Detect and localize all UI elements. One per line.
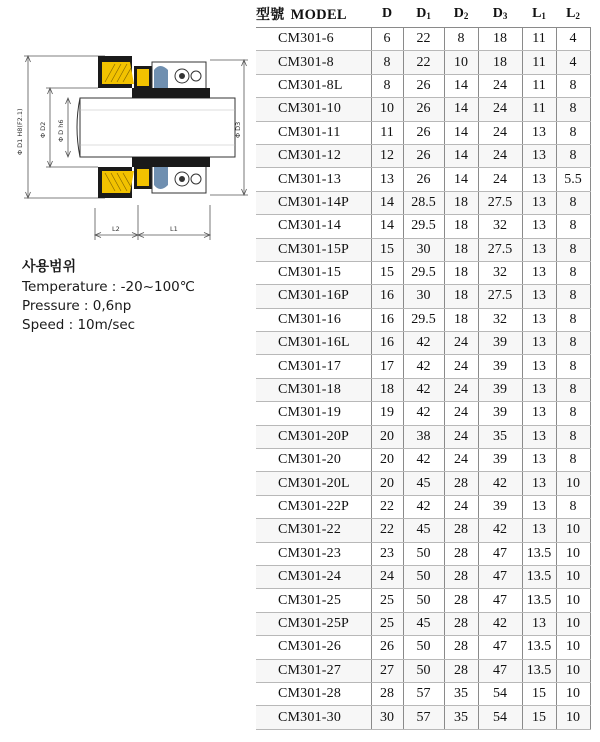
cell-l2: 5.5: [556, 168, 590, 191]
cell-d1: 57: [403, 682, 444, 705]
cell-d1: 22: [403, 51, 444, 74]
cell-d2: 14: [444, 98, 478, 121]
cell-model: CM301-16P: [256, 285, 371, 308]
cell-l1: 13: [522, 612, 556, 635]
cell-model: CM301-28: [256, 682, 371, 705]
cell-l1: 11: [522, 51, 556, 74]
cell-model: CM301-8: [256, 51, 371, 74]
cell-d2: 18: [444, 285, 478, 308]
cell-d1: 50: [403, 542, 444, 565]
cell-model: CM301-20L: [256, 472, 371, 495]
cell-l2: 10: [556, 565, 590, 588]
cell-l1: 13: [522, 402, 556, 425]
spec-temperature: Temperature : -20~100℃: [22, 279, 195, 295]
cell-l1: 13: [522, 495, 556, 518]
cell-d: 12: [371, 144, 403, 167]
cell-d1: 26: [403, 168, 444, 191]
cell-d: 19: [371, 402, 403, 425]
cell-model: CM301-20P: [256, 425, 371, 448]
seal-cross-section-drawing: [10, 40, 260, 255]
cell-l2: 8: [556, 332, 590, 355]
table-row: [256, 168, 590, 191]
cell-d2: 24: [444, 449, 478, 472]
cell-d3: 42: [478, 519, 522, 542]
cell-model: CM301-6: [256, 28, 371, 51]
cell-model: CM301-8L: [256, 74, 371, 97]
cell-d3: 24: [478, 121, 522, 144]
cell-model: CM301-14: [256, 215, 371, 238]
cell-l2: 8: [556, 144, 590, 167]
cell-d2: 18: [444, 215, 478, 238]
cell-d: 14: [371, 215, 403, 238]
cell-d3: 39: [478, 449, 522, 472]
table-body: [256, 28, 590, 730]
table-row: [256, 589, 590, 612]
cell-d3: 42: [478, 472, 522, 495]
cell-l1: 13: [522, 191, 556, 214]
cell-d3: 47: [478, 636, 522, 659]
cell-d: 14: [371, 191, 403, 214]
cell-l1: 13: [522, 121, 556, 144]
cell-d3: 27.5: [478, 285, 522, 308]
cell-d3: 27.5: [478, 191, 522, 214]
cell-d1: 22: [403, 28, 444, 51]
cell-d1: 50: [403, 659, 444, 682]
cell-d2: 14: [444, 144, 478, 167]
cell-l1: 13.5: [522, 589, 556, 612]
cell-l2: 8: [556, 378, 590, 401]
cell-d3: 47: [478, 659, 522, 682]
cell-d3: 39: [478, 495, 522, 518]
cell-d: 22: [371, 519, 403, 542]
table-row: [256, 215, 590, 238]
table-row: [256, 612, 590, 635]
cell-d2: 28: [444, 519, 478, 542]
table-row: [256, 144, 590, 167]
cell-d: 6: [371, 28, 403, 51]
cell-d1: 50: [403, 636, 444, 659]
cell-l1: 13: [522, 378, 556, 401]
cell-d3: 18: [478, 51, 522, 74]
cell-l1: 13: [522, 449, 556, 472]
header-d2: $D_2$: [453, 5, 469, 21]
cell-l1: 13.5: [522, 565, 556, 588]
table-row: [256, 682, 590, 705]
seal-top-half: [98, 56, 210, 98]
cell-d: 10: [371, 98, 403, 121]
cell-d: 17: [371, 355, 403, 378]
cell-l1: 13: [522, 519, 556, 542]
cell-l1: 13: [522, 168, 556, 191]
cell-d: 15: [371, 238, 403, 261]
cell-d3: 32: [478, 308, 522, 331]
cell-l1: 11: [522, 28, 556, 51]
cell-model: CM301-11: [256, 121, 371, 144]
table-row: [256, 285, 590, 308]
cell-d1: 45: [403, 519, 444, 542]
cell-d2: 24: [444, 378, 478, 401]
table-row: [256, 449, 590, 472]
cell-l2: 8: [556, 74, 590, 97]
table-row: [256, 332, 590, 355]
cell-l1: 15: [522, 682, 556, 705]
cell-d: 20: [371, 425, 403, 448]
cell-l2: 8: [556, 98, 590, 121]
cell-model: CM301-17: [256, 355, 371, 378]
cell-d1: 26: [403, 144, 444, 167]
cell-model: CM301-24: [256, 565, 371, 588]
cell-model: CM301-20: [256, 449, 371, 472]
cell-d2: 28: [444, 542, 478, 565]
cell-l2: 8: [556, 215, 590, 238]
cell-d1: 42: [403, 495, 444, 518]
cell-l2: 8: [556, 308, 590, 331]
cell-d3: 24: [478, 144, 522, 167]
cell-d3: 39: [478, 402, 522, 425]
cell-d1: 50: [403, 565, 444, 588]
cell-d: 28: [371, 682, 403, 705]
cell-l1: 13: [522, 238, 556, 261]
cell-d3: 39: [478, 332, 522, 355]
header-d1: $D_1$: [416, 5, 431, 21]
cell-d: 25: [371, 589, 403, 612]
cell-l2: 8: [556, 191, 590, 214]
cell-d1: 30: [403, 238, 444, 261]
table-row: [256, 191, 590, 214]
cell-l2: 8: [556, 425, 590, 448]
label-l1: L1: [170, 225, 178, 233]
cell-d1: 42: [403, 355, 444, 378]
cell-d1: 50: [403, 589, 444, 612]
cell-l1: 13: [522, 332, 556, 355]
cell-l1: 11: [522, 74, 556, 97]
table-row: [256, 495, 590, 518]
cell-l1: 13: [522, 215, 556, 238]
table-row: [256, 519, 590, 542]
label-d2: Φ D2: [39, 121, 47, 138]
cell-model: CM301-22P: [256, 495, 371, 518]
cell-model: CM301-18: [256, 378, 371, 401]
cell-d: 23: [371, 542, 403, 565]
table-row: [256, 355, 590, 378]
cell-d2: 35: [444, 682, 478, 705]
cell-d3: 54: [478, 706, 522, 729]
cell-d2: 8: [444, 28, 478, 51]
table-row: [256, 706, 590, 729]
cell-l1: 13: [522, 355, 556, 378]
cell-d: 25: [371, 612, 403, 635]
cell-l1: 13: [522, 261, 556, 284]
model-dimension-table: [256, 0, 591, 730]
cell-model: CM301-16L: [256, 332, 371, 355]
cell-d3: 24: [478, 98, 522, 121]
cell-d: 8: [371, 51, 403, 74]
cell-l2: 8: [556, 495, 590, 518]
table-row: [256, 98, 590, 121]
header-d: D: [381, 5, 393, 21]
cell-d: 11: [371, 121, 403, 144]
cell-model: CM301-27: [256, 659, 371, 682]
cell-d: 20: [371, 472, 403, 495]
cell-d2: 24: [444, 355, 478, 378]
cell-l2: 10: [556, 589, 590, 612]
cell-d: 24: [371, 565, 403, 588]
cell-l2: 4: [556, 28, 590, 51]
cell-l2: 10: [556, 706, 590, 729]
cell-l2: 8: [556, 121, 590, 144]
table-row: [256, 74, 590, 97]
cell-model: CM301-25: [256, 589, 371, 612]
cell-d2: 18: [444, 308, 478, 331]
table-row: [256, 636, 590, 659]
cell-d3: 42: [478, 612, 522, 635]
cell-l2: 10: [556, 636, 590, 659]
label-d-h6: Φ D h6: [57, 119, 65, 142]
cell-d: 27: [371, 659, 403, 682]
table-row: [256, 659, 590, 682]
cell-d1: 38: [403, 425, 444, 448]
cell-d3: 32: [478, 215, 522, 238]
cell-d1: 29.5: [403, 215, 444, 238]
cell-d1: 30: [403, 285, 444, 308]
spec-speed: Speed : 10m/sec: [22, 317, 136, 333]
cell-d1: 45: [403, 612, 444, 635]
table-row: [256, 308, 590, 331]
cell-d: 15: [371, 261, 403, 284]
cell-d: 22: [371, 495, 403, 518]
cell-d3: 24: [478, 168, 522, 191]
table-row: [256, 51, 590, 74]
cell-d2: 18: [444, 238, 478, 261]
cell-model: CM301-22: [256, 519, 371, 542]
cell-model: CM301-12: [256, 144, 371, 167]
header-model: 型號 MODEL: [256, 6, 347, 23]
cell-d3: 24: [478, 74, 522, 97]
cell-model: CM301-19: [256, 402, 371, 425]
table-row: [256, 565, 590, 588]
seal-bottom-half: [98, 157, 210, 198]
cell-model: CM301-30: [256, 706, 371, 729]
cell-d3: 47: [478, 589, 522, 612]
cell-d: 20: [371, 449, 403, 472]
cell-d1: 29.5: [403, 261, 444, 284]
cell-d: 16: [371, 332, 403, 355]
cell-l1: 13: [522, 472, 556, 495]
cell-d2: 24: [444, 332, 478, 355]
cell-l2: 8: [556, 238, 590, 261]
cell-d2: 14: [444, 121, 478, 144]
label-d1: Φ D1 H8(F2.1): [16, 108, 24, 155]
cell-d1: 42: [403, 449, 444, 472]
cell-d1: 42: [403, 402, 444, 425]
cell-model: CM301-23: [256, 542, 371, 565]
cell-l1: 11: [522, 98, 556, 121]
cell-d: 16: [371, 285, 403, 308]
header-l1: $L_1$: [532, 5, 546, 21]
cell-d: 18: [371, 378, 403, 401]
cell-model: CM301-13: [256, 168, 371, 191]
table-row: [256, 261, 590, 284]
cell-d3: 47: [478, 542, 522, 565]
header-l2: $L_2$: [566, 5, 580, 21]
header-d3: $D_3$: [492, 5, 508, 21]
cell-l1: 13: [522, 144, 556, 167]
cell-d2: 28: [444, 659, 478, 682]
cell-d: 13: [371, 168, 403, 191]
cell-model: CM301-16: [256, 308, 371, 331]
cell-l2: 8: [556, 449, 590, 472]
cell-l1: 13.5: [522, 659, 556, 682]
model-dimension-table-container: [256, 0, 600, 742]
cell-d2: 28: [444, 565, 478, 588]
cell-l2: 10: [556, 472, 590, 495]
table-row: [256, 378, 590, 401]
cell-d1: 26: [403, 98, 444, 121]
cell-d2: 28: [444, 589, 478, 612]
cell-d3: 39: [478, 355, 522, 378]
cell-d2: 28: [444, 636, 478, 659]
cell-l1: 13: [522, 308, 556, 331]
cell-d3: 39: [478, 378, 522, 401]
cell-d2: 18: [444, 191, 478, 214]
cell-d1: 42: [403, 378, 444, 401]
label-l2: L2: [112, 225, 120, 233]
table-row: [256, 121, 590, 144]
cell-l2: 4: [556, 51, 590, 74]
specs-heading: 사용범위: [22, 259, 77, 275]
table-header-row: [256, 0, 590, 28]
cell-d2: 14: [444, 168, 478, 191]
cell-model: CM301-10: [256, 98, 371, 121]
cell-d2: 24: [444, 495, 478, 518]
cell-d2: 18: [444, 261, 478, 284]
cell-d1: 29.5: [403, 308, 444, 331]
operating-range-specs: [22, 258, 252, 335]
cell-l2: 10: [556, 542, 590, 565]
cell-l2: 10: [556, 659, 590, 682]
cell-l2: 8: [556, 402, 590, 425]
cell-d2: 14: [444, 74, 478, 97]
cell-model: CM301-15P: [256, 238, 371, 261]
cell-l2: 10: [556, 612, 590, 635]
cell-l1: 13: [522, 425, 556, 448]
cell-d: 26: [371, 636, 403, 659]
cell-d2: 35: [444, 706, 478, 729]
cell-d2: 10: [444, 51, 478, 74]
cell-d3: 47: [478, 565, 522, 588]
cell-d1: 45: [403, 472, 444, 495]
cell-d3: 54: [478, 682, 522, 705]
cell-d2: 24: [444, 425, 478, 448]
cell-d: 30: [371, 706, 403, 729]
cell-d1: 42: [403, 332, 444, 355]
cell-d1: 57: [403, 706, 444, 729]
cell-d: 8: [371, 74, 403, 97]
table-row: [256, 238, 590, 261]
cell-l1: 13.5: [522, 542, 556, 565]
cell-d1: 28.5: [403, 191, 444, 214]
shaft: [80, 98, 235, 157]
cell-d1: 26: [403, 74, 444, 97]
cell-d3: 27.5: [478, 238, 522, 261]
cell-l2: 10: [556, 519, 590, 542]
cell-model: CM301-14P: [256, 191, 371, 214]
cell-l2: 8: [556, 285, 590, 308]
cell-d2: 28: [444, 612, 478, 635]
cell-d2: 28: [444, 472, 478, 495]
cell-l1: 13: [522, 285, 556, 308]
cell-l1: 15: [522, 706, 556, 729]
table-row: [256, 472, 590, 495]
spec-pressure: Pressure : 0,6np: [22, 298, 132, 314]
cell-d1: 26: [403, 121, 444, 144]
cell-model: CM301-26: [256, 636, 371, 659]
cell-d: 16: [371, 308, 403, 331]
cell-d3: 35: [478, 425, 522, 448]
cell-l2: 10: [556, 682, 590, 705]
cell-d2: 24: [444, 402, 478, 425]
table-row: [256, 425, 590, 448]
table-row: [256, 28, 590, 51]
table-row: [256, 542, 590, 565]
cell-d3: 32: [478, 261, 522, 284]
cell-l1: 13.5: [522, 636, 556, 659]
table-row: [256, 402, 590, 425]
cell-l2: 8: [556, 261, 590, 284]
cell-model: CM301-25P: [256, 612, 371, 635]
cell-d3: 18: [478, 28, 522, 51]
cell-model: CM301-15: [256, 261, 371, 284]
cell-l2: 8: [556, 355, 590, 378]
label-d3: Φ D3: [234, 121, 242, 138]
